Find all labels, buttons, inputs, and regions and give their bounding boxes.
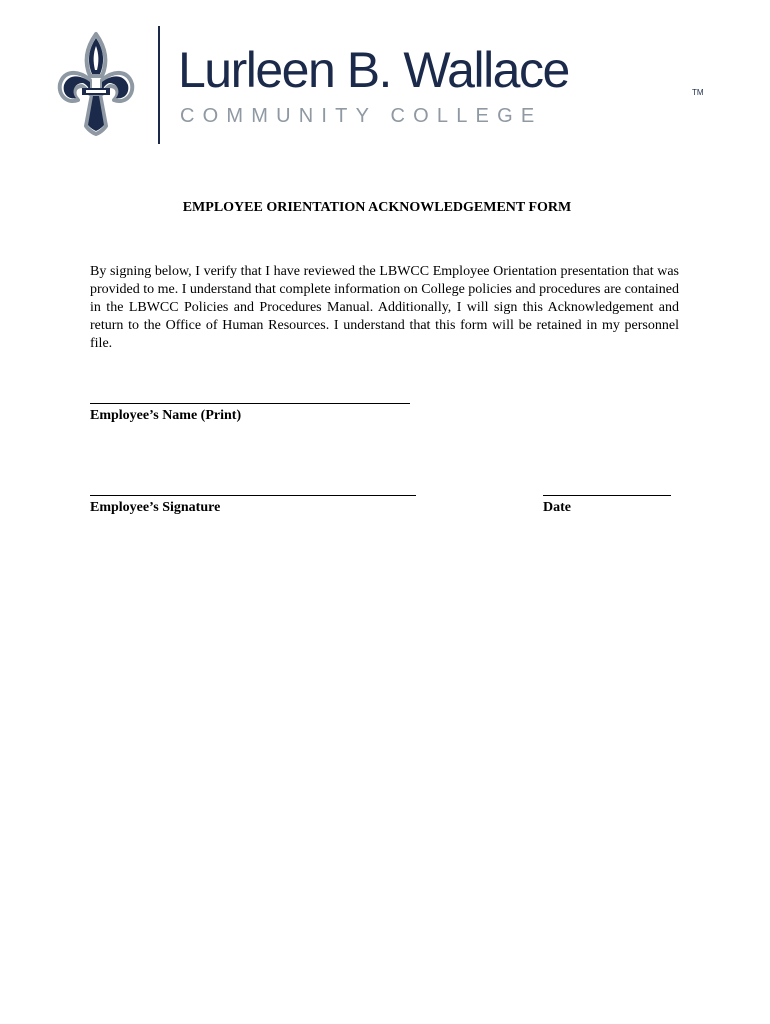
form-title: EMPLOYEE ORIENTATION ACKNOWLEDGEMENT FORM — [182, 200, 572, 215]
employee-signature-line[interactable] — [90, 495, 416, 496]
employee-name-line[interactable] — [90, 403, 410, 404]
college-name-logo: Lurleen B. Wallace — [178, 42, 569, 98]
acknowledgement-paragraph: By signing below, I verify that I have reviewed the LBWCC Employee Orientation presentation that was provided to me. I understand that complete information on College policies and procedures are contained in the LBWCC Policies and Procedures Manual. Additionally, I will sign this Acknowledgement and return to the Office of Human Resources. I understand that this form will be retained in my personnel file. — [90, 264, 679, 351]
employee-name-label: Employee’s Name (Print) — [90, 408, 242, 423]
college-subtitle-logo: COMMUNITY COLLEGE — [180, 105, 543, 127]
logo-divider — [158, 26, 160, 144]
employee-signature-label: Employee’s Signature — [90, 500, 221, 515]
fleur-de-lis-icon — [56, 30, 136, 138]
trademark-mark: TM — [692, 88, 704, 97]
date-label: Date — [543, 500, 571, 515]
date-line[interactable] — [543, 495, 671, 496]
